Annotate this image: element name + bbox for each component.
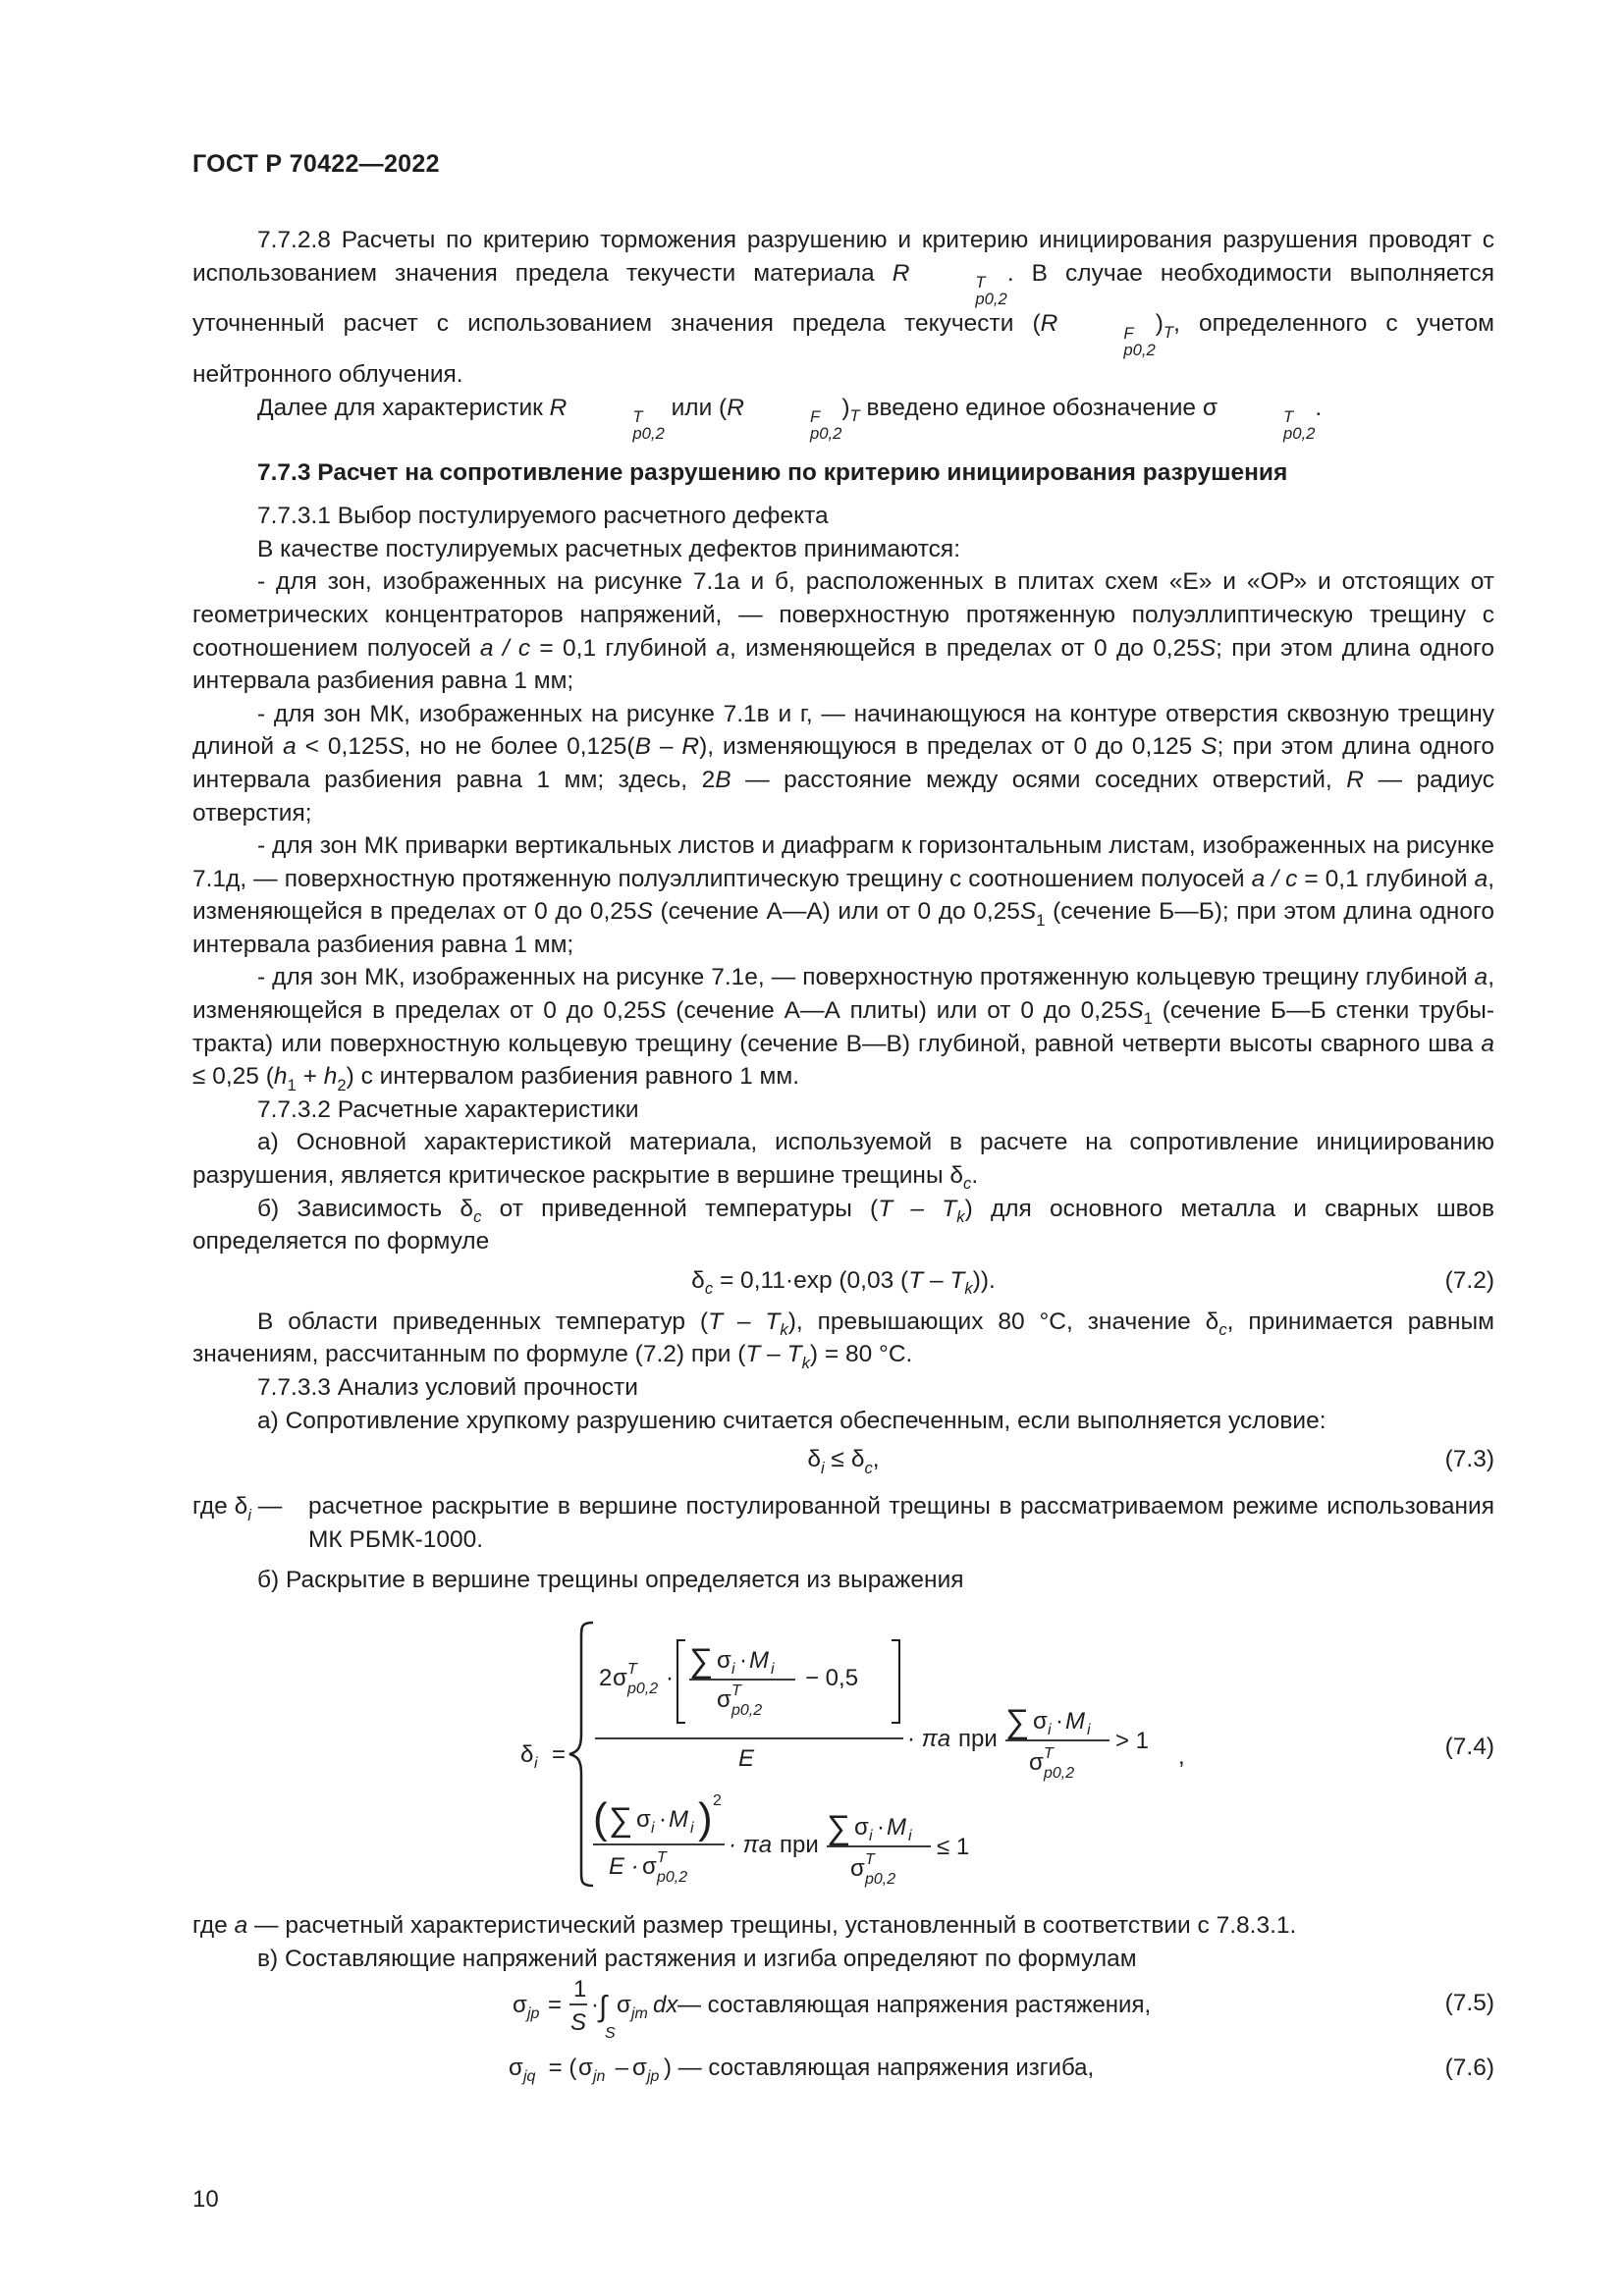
svg-text:M: M	[887, 1813, 906, 1841]
svg-text:p0,2: p0,2	[731, 1701, 763, 1719]
paragraph-7-7-2-8: 7.7.2.8 Расчеты по критерию торможения разрушению и критерию инициирования разрушения проводят с использованием значения предела текучести материала R T p0,2 . В случае необходимости выполняется уточненный расчет с использованием значения предела текучести (R F p0,2 )$_T$, определенного с учетом нейтронного облучения.	[192, 227, 1494, 389]
svg-text:i: i	[771, 1660, 775, 1678]
svg-text:·: ·	[877, 1813, 885, 1841]
svg-text:∑: ∑	[1005, 1702, 1030, 1740]
svg-text:i: i	[651, 1819, 655, 1837]
svg-text:E: E	[738, 1744, 755, 1772]
paragraph-b-dependency: б) Зависимость $\delta_c$ от приведенной температуры $(T - T_k)$ для основного металла и сварных швов определяется по формуле	[192, 1195, 1495, 1255]
svg-text:T: T	[657, 1848, 667, 1866]
document-body	[192, 224, 1494, 2105]
paragraph-a-critical-opening: а) Основной характеристикой материала, используемой в расчете на сопротивление инициированию разрушения, является критическое раскрытие в вершине трещины $\delta_c$.	[192, 1129, 1494, 1194]
svg-text:= (: = (	[542, 2055, 577, 2082]
list-item-zones-v-g: - для зон МК, изображенных на рисунке 7.1в и г, — начинающуюся на контуре отверстия сквозную трещину длиной a < 0,125S, но не более 0,125(B – R), изменяющуюся в пределах от 0 до 0,125 S; при этом длина одного интервала разбиения равна 1 мм; здесь, 2B — расстояние между осями соседних отверстий, R — радиус отверстия;	[192, 700, 1495, 827]
svg-text:σ: σ	[717, 1646, 731, 1674]
paragraph-intro: В качестве постулируемых расчетных дефектов принимаются:	[257, 535, 961, 562]
list-item-zones-a-b: - для зон, изображенных на рисунке 7.1а и б, расположенных в плитах схем «Е» и «ОР» и отстоящих от геометрических концентраторов напряжений, — поверхностную протяженную полуэллиптическую трещину с соотношением полуосей a / c = 0,1 глубиной a, изменяющейся в пределах от 0 до 0,25S; при этом длина одного интервала разбиения равна 1 мм;	[192, 568, 1495, 695]
svg-text:2: 2	[713, 1791, 722, 1809]
paragraph-a-brittle-resistance: а) Сопротивление хрупкому разрушению считается обеспеченным, если выполняется условие:	[257, 1407, 1326, 1434]
svg-text:· πa: · πa	[729, 1831, 773, 1858]
svg-text:(: (	[593, 1793, 608, 1842]
equation-7-3: $\delta_i \le \delta_c$, (7.3)	[192, 1437, 1494, 1484]
paragraph-b-opening: б) Раскрытие в вершине трещины определяется из выражения	[257, 1567, 964, 1594]
document-header: ГОСТ Р 70422—2022	[192, 150, 440, 178]
equation-7-2: $\delta_c = 0,11\cdot\exp$ (0,03 $(T - T_k)$). (7.2)	[192, 1258, 1494, 1306]
where-clause-a: где a — расчетный характеристический размер трещины, установленный в соответствии с 7.8.3.1.	[192, 1911, 1297, 1939]
equation-number: (7.5)	[1444, 1990, 1494, 2017]
svg-text:σ: σ	[636, 1805, 651, 1833]
svg-text:M: M	[749, 1646, 769, 1674]
equation-number: (7.3)	[1444, 1446, 1494, 1473]
svg-text:· πa: · πa	[907, 1725, 951, 1752]
list-item-zones-d: - для зон МК приварки вертикальных листов и диафрагм к горизонтальным листам, изображенных на рисунке 7.1д, — поверхностную протяженную полуэллиптическую трещину с соотношением полуосей a / c = 0,1 глубиной a, изменяющейся в пределах от 0 до 0,25S (сечение А—А) или от 0 до $0,25S_1$ (сечение Б—Б); при этом длина одного интервала разбиения равна 1 мм;	[192, 832, 1495, 958]
svg-text:·: ·	[666, 1664, 674, 1691]
svg-text:=: =	[552, 1740, 567, 1768]
svg-text:) — составляющая напряжения из: ) — составляющая напряжения изгиба,	[664, 2055, 1095, 2082]
svg-text:M: M	[1065, 1707, 1085, 1735]
svg-text:p0,2: p0,2	[657, 1868, 688, 1886]
svg-text:jm: jm	[631, 2005, 648, 2023]
svg-text:∑: ∑	[689, 1641, 714, 1680]
svg-text:T: T	[627, 1660, 637, 1678]
svg-text:2: 2	[599, 1664, 613, 1691]
bending-formula	[192, 2040, 1272, 2105]
svg-text:i: i	[1048, 1721, 1052, 1738]
svg-text:σ: σ	[1029, 1748, 1044, 1776]
svg-text:·: ·	[659, 1805, 667, 1833]
svg-text:S: S	[605, 2025, 616, 2041]
svg-text:·: ·	[739, 1646, 747, 1674]
svg-text:> 1: > 1	[1115, 1727, 1150, 1754]
svg-text:dx: dx	[653, 1992, 678, 2019]
svg-text:i: i	[1087, 1721, 1091, 1738]
svg-text:i: i	[731, 1660, 735, 1678]
svg-text:σ: σ	[617, 1992, 631, 2019]
svg-text:σ: σ	[717, 1685, 731, 1713]
svg-text:p0,2: p0,2	[865, 1870, 896, 1888]
svg-text:σ: σ	[509, 2055, 523, 2082]
paragraph-7-7-3-3: 7.7.3.3 Анализ условий прочности	[257, 1374, 638, 1402]
svg-text:σ: σ	[642, 1852, 657, 1880]
svg-text:jp: jp	[527, 2005, 540, 2023]
svg-text:i: i	[869, 1827, 873, 1844]
paragraph-temperature-range: В области приведенных температур $(T - T_k)$, превышающих 80 °С, значение $\delta_c$, принимается равным значениям, рассчитанным по формуле (7.2) при $(T - T_k) = 80$ °С.	[192, 1308, 1495, 1372]
equation-number: (7.2)	[1444, 1266, 1494, 1294]
svg-text:— составляющая напряжения раст: — составляющая напряжения растяжения,	[677, 1992, 1152, 2019]
paragraph-v-components: в) Составляющие напряжений растяжения и изгиба определяют по формулам	[257, 1945, 1137, 1972]
svg-text:p0,2: p0,2	[627, 1680, 659, 1697]
svg-text:=: =	[548, 1992, 563, 2019]
svg-text:σ: σ	[513, 1992, 527, 2019]
svg-text:E ·: E ·	[609, 1852, 639, 1880]
svg-text:σ: σ	[632, 2055, 647, 2082]
svg-text:σ: σ	[613, 1664, 627, 1691]
svg-text:T: T	[865, 1850, 875, 1868]
paragraph-7-7-3-2: 7.7.3.2 Расчетные характеристики	[257, 1095, 639, 1123]
page-number: 10	[192, 2186, 219, 2213]
equation-7-6	[192, 2040, 1494, 2105]
svg-text:σ: σ	[854, 1813, 869, 1841]
svg-text:T: T	[731, 1682, 741, 1699]
where-clause-delta-i: где $\delta_i$ — расчетное раскрытие в вершине постулированной трещины в рассматриваемом режиме использования МК РБМК-1000.	[192, 1493, 1494, 1553]
svg-text:M: M	[669, 1805, 688, 1833]
piecewise-formula	[192, 1605, 1494, 1899]
svg-text:1: 1	[573, 1976, 587, 2003]
svg-text:–: –	[609, 2055, 635, 2082]
svg-text:∫: ∫	[599, 1991, 608, 2024]
svg-text:,: ,	[1178, 1742, 1185, 1770]
svg-text:·: ·	[1056, 1707, 1063, 1735]
svg-text:p0,2: p0,2	[1044, 1764, 1075, 1782]
svg-text:T: T	[1044, 1744, 1054, 1762]
svg-text:jq: jq	[523, 2068, 536, 2086]
svg-text:): )	[698, 1793, 713, 1842]
equation-number: (7.6)	[1444, 2055, 1494, 2082]
svg-text:при: при	[780, 1831, 819, 1858]
svg-text:i: i	[690, 1819, 694, 1837]
paragraph-7-7-3-1: 7.7.3.1 Выбор постулируемого расчетного дефекта	[257, 503, 829, 530]
svg-text:i: i	[908, 1827, 912, 1844]
svg-text:∑: ∑	[609, 1800, 633, 1839]
list-item-zones-e: - для зон МК, изображенных на рисунке 7.1е, — поверхностную протяженную кольцевую трещину глубиной a, изменяющейся в пределах от 0 до 0,25S (сечение А—А плиты) или от 0 до $0,25S_1$ (сечение Б—Б стенки трубы-тракта) или поверхностную кольцевую трещину (сечение В—В) глубиной, равной четверти высоты сварного шва a ≤ 0,25 $(h_1 + h_2)$ с интервалом разбиения равного 1 мм.	[192, 964, 1494, 1095]
svg-text:− 0,5: − 0,5	[805, 1664, 859, 1691]
svg-text:i: i	[534, 1754, 538, 1772]
paragraph-notation: Далее для характеристик R T p0,2 или (R F p0,2 )$_T$ введено единое обозначение σ T p0,2 .	[257, 394, 1323, 443]
svg-text:jn: jn	[593, 2068, 606, 2086]
section-heading-7-7-3: 7.7.3 Расчет на сопротивление разрушению по критерию инициирования разрушения	[257, 458, 1288, 486]
equation-number: (7.4)	[1444, 1733, 1494, 1760]
svg-text:·: ·	[591, 1992, 599, 2019]
equation-7-5	[192, 1975, 1494, 2040]
svg-text:δ: δ	[520, 1740, 534, 1768]
svg-text:σ: σ	[1033, 1707, 1048, 1735]
svg-text:∑: ∑	[827, 1808, 851, 1846]
svg-text:≤ 1: ≤ 1	[937, 1833, 970, 1860]
svg-text:σ: σ	[850, 1854, 865, 1882]
svg-text:jp: jp	[647, 2068, 660, 2086]
tension-formula	[192, 1975, 1272, 2040]
svg-text:σ: σ	[578, 2055, 593, 2082]
equation-7-4	[192, 1605, 1494, 1899]
svg-text:S: S	[570, 2009, 587, 2037]
svg-text:при: при	[958, 1725, 998, 1752]
